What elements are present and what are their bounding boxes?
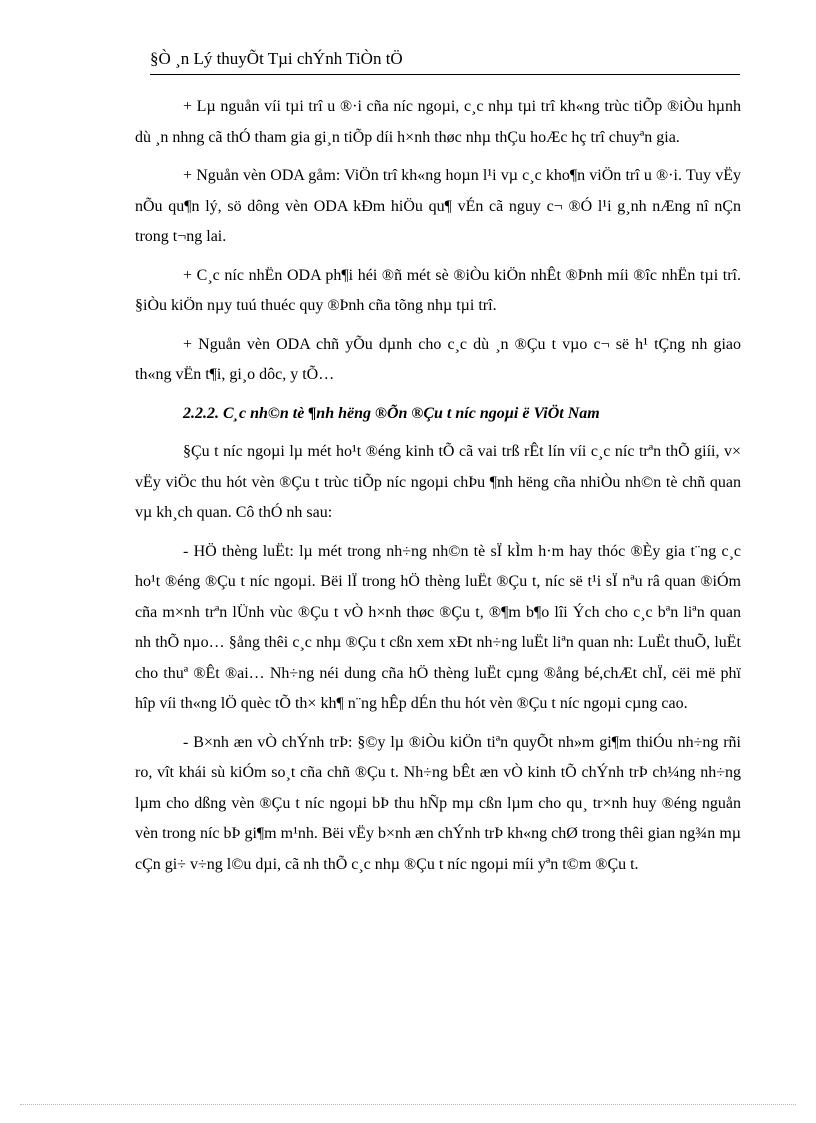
paragraph-6: - HÖ thèng luËt: lµ mét trong nh÷ng nh©n tè sÏ kÌm h·m hay thóc ®Èy gia t¨ng c¸c ho¹t ®éng ®Çu t níc ngoµi. Bëi lÏ trong hÖ thèng luËt ®Çu t, níc së t¹i sÏ nªu râ quan ®iÓm cña m×nh trªn lÜnh vùc ®Çu t vÒ h×nh thøc ®Çu t, ®¶m b¶o lîi Ých cho c¸c bªn liªn quan nh thÕ nµo… §ång thêi c¸c nhµ ®Çu t cßn xem xÐt nh÷ng luËt liªn quan nh: LuËt thuÕ, luËt cho thuª ®Êt ®ai… Nh÷ng néi dung cña hÖ thèng luËt cµng ®ång bé,chÆt chÏ, cëi më phï hîp víi th«ng lÖ quèc tÕ th× kh¶ n¨ng hÊp dÉn thu hót vèn ®Çu t níc ngoµi cµng cao.	[135, 542, 741, 712]
page-bottom-divider	[20, 1104, 796, 1105]
document-body	[135, 92, 741, 888]
paragraph-3: + C¸c níc nhËn ODA ph¶i héi ®ñ mét sè ®iÒu kiÖn nhÊt ®Þnh míi ®îc nhËn tµi trî. §iÒu kiÖn nµy tuú thuéc quy ®Þnh cña tõng nhµ tµi trî.	[135, 266, 741, 314]
header-title: §Ò ¸n Lý thuyÕt Tµi chÝnh TiÒn tÖ	[150, 49, 403, 68]
paragraph-7: - B×nh æn vÒ chÝnh trÞ: §©y lµ ®iÒu kiÖn tiªn quyÕt nh»m gi¶m thiÓu nh÷ng rñi ro, vît khái sù kiÓm so¸t cña chñ ®Çu t. Nh÷ng bÊt æn vÒ kinh tÕ chÝnh trÞ ch¼ng nh÷ng lµm cho dßng vèn ®Çu t níc ngoµi bÞ thu hÑp mµ cßn lµm cho qu¸ tr×nh huy ®éng nguån vèn trong níc bÞ gi¶m m¹nh. Bëi vËy b×nh æn chÝnh trÞ kh«ng chØ trong thêi gian ng¾n mµ cÇn gi÷ v÷ng l©u dµi, cã nh thÕ c¸c nhµ ®Çu t níc ngoµi míi yªn t©m ®Çu t.	[135, 733, 741, 873]
paragraph-5: §Çu t níc ngoµi lµ mét ho¹t ®éng kinh tÕ cã vai trß rÊt lín víi c¸c níc trªn thÕ giíi, v× vËy viÖc thu hót vèn ®Çu t trùc tiÕp níc ngoµi chÞu ¶nh hëng cña nhiÒu nh©n tè chñ quan vµ kh¸ch quan. Cô thÓ nh sau:	[135, 443, 741, 521]
document-header	[150, 48, 740, 75]
paragraph-2: + Nguån vèn ODA gåm: ViÖn trî kh«ng hoµn l¹i vµ c¸c kho¶n viÖn trî u ®·i. Tuy vËy nÕu qu¶n lý, sö dông vèn ODA kÐm hiÖu qu¶ vÉn cã nguy c¬ ®Ó l¹i g¸nh nÆng nî nÇn trong t¬ng lai.	[135, 167, 741, 245]
section-heading: 2.2.2. C¸c nh©n tè ¶nh hëng ®Õn ®Çu t níc ngoµi ë ViÖt Nam	[183, 404, 600, 422]
paragraph-1: + Lµ nguån víi tµi trî u ®·i cña níc ngoµi, c¸c nhµ tµi trî kh«ng trùc tiÕp ®iÒu hµnh dù ¸n nhng cã thÓ tham gia gi¸n tiÕp díi h×nh thøc nhµ thÇu hoÆc hç trî chuyªn gia.	[135, 98, 741, 146]
paragraph-4: + Nguån vèn ODA chñ yÕu dµnh cho c¸c dù ¸n ®Çu t vµo c¬ së h¹ tÇng nh giao th«ng vËn t¶i, gi¸o dôc, y tÕ…	[135, 335, 741, 383]
